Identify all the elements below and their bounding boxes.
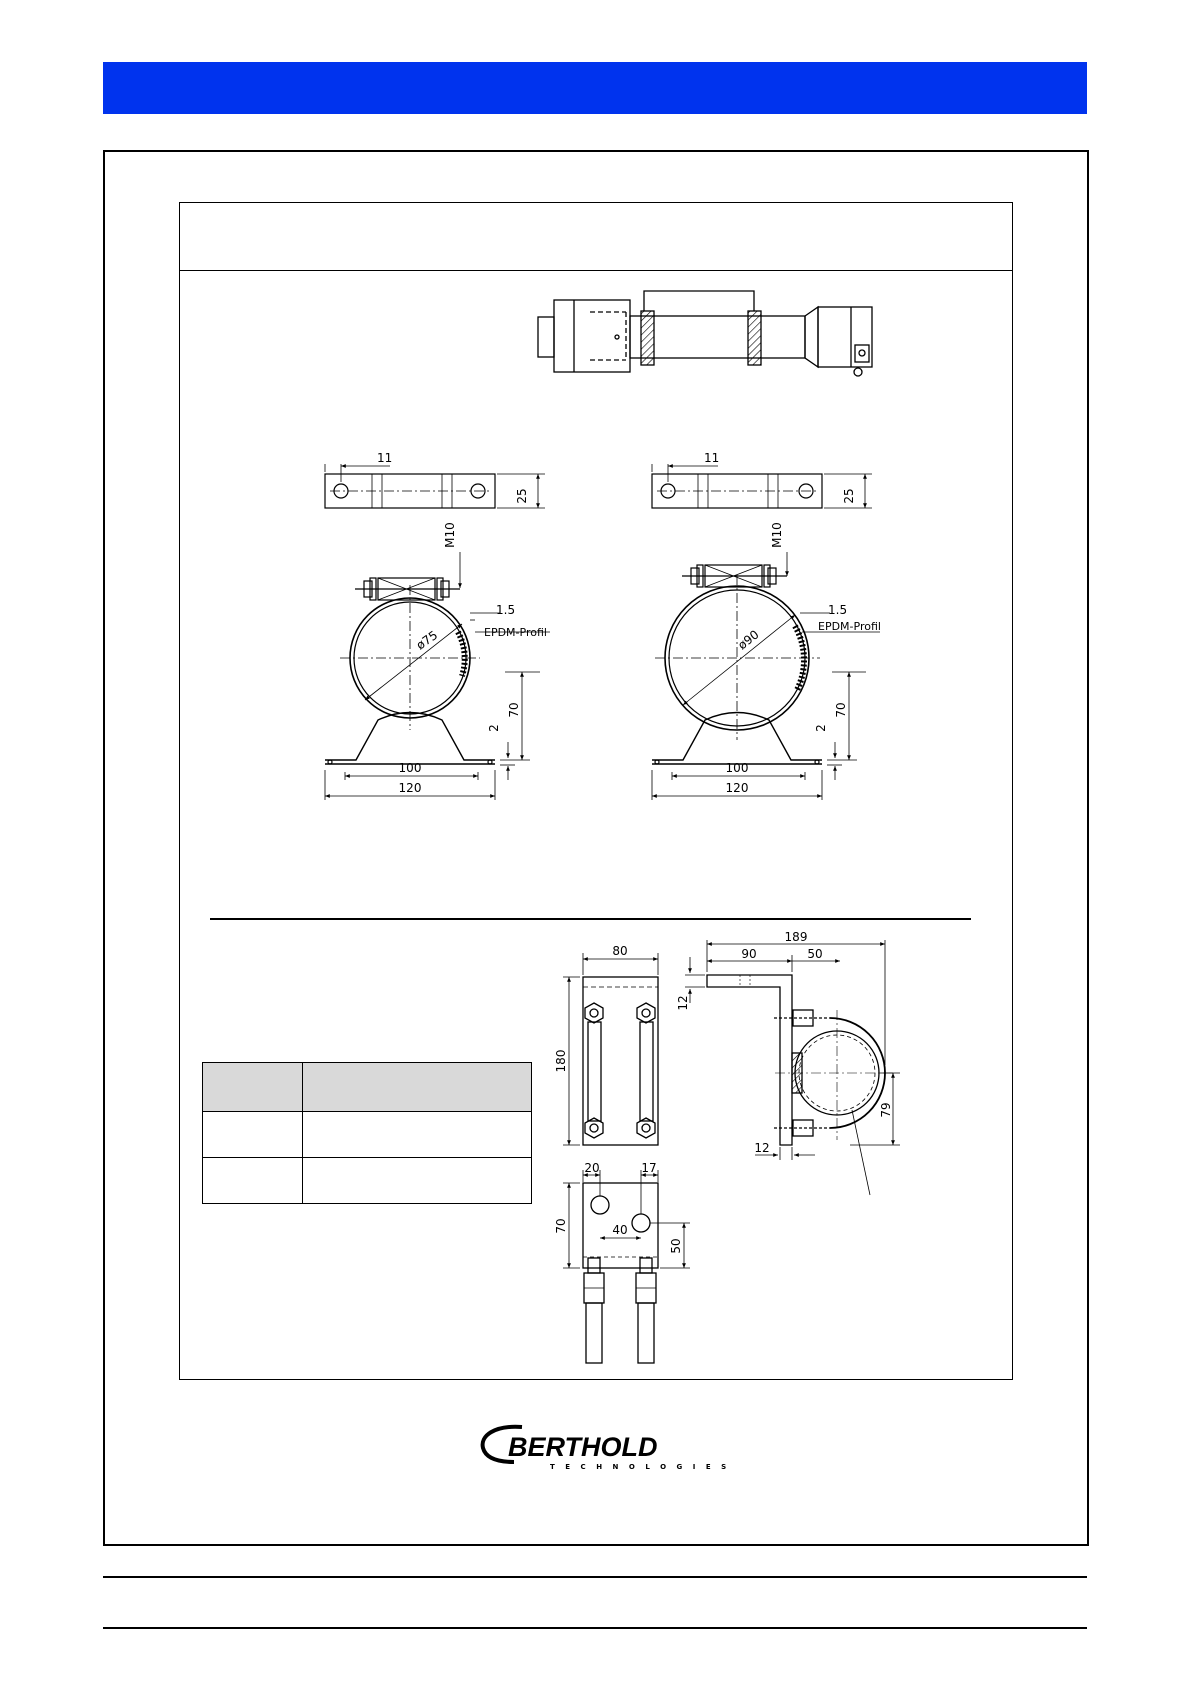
- bracket-side-total-dim: 189: [784, 930, 808, 944]
- clamp-90-inner-width-dim: 100: [725, 761, 749, 775]
- clamp-90-center-height-dim: 70: [834, 702, 848, 718]
- plate-dim-20: 20: [584, 1161, 600, 1175]
- detector-drawing: [538, 291, 872, 376]
- berthold-logo: [483, 1427, 737, 1471]
- bracket-side-part1-dim: 90: [741, 947, 757, 961]
- logo-wordmark: BERTHOLD: [508, 1432, 658, 1462]
- pipe-clamp-75-drawing: [325, 451, 550, 800]
- clamp-75-bolt-label: M10: [443, 522, 457, 548]
- bracket-front-width-dim: 80: [612, 944, 628, 958]
- clamp-90-outer-width-dim: 120: [725, 781, 749, 795]
- plate-hole-height-dim: 50: [669, 1238, 683, 1254]
- plate-spacing-dim: 40: [612, 1223, 628, 1237]
- clamp-75-profile-label: EPDM-Profil: [484, 626, 547, 639]
- pipe-clamp-90-drawing: [652, 451, 881, 800]
- clamp-90-height-dim: 25: [842, 488, 856, 504]
- clamp-75-diameter-label: ø75: [413, 628, 441, 653]
- clamp-90-thickness-dim: 1.5: [828, 603, 848, 617]
- bracket-side-top-dim: 12: [676, 995, 690, 1011]
- clamp-75-offset-dim: 2: [487, 724, 501, 732]
- clamp-75-center-height-dim: 70: [507, 702, 521, 718]
- clamp-75-thickness-dim: 1.5: [496, 603, 516, 617]
- plate-dim-17: 17: [641, 1161, 657, 1175]
- bracket-side-bottom-dim: 12: [754, 1141, 770, 1155]
- clamp-90-width-dim: 11: [704, 451, 720, 465]
- mounting-plate-drawing: [554, 1161, 690, 1363]
- clamp-90-offset-dim: 2: [814, 724, 828, 732]
- clamp-75-inner-width-dim: 100: [398, 761, 422, 775]
- wall-bracket-front-drawing: [554, 944, 658, 1145]
- clamp-90-diameter-label: ø90: [735, 627, 762, 653]
- clamp-75-outer-width-dim: 120: [398, 781, 422, 795]
- bracket-side-part2-dim: 50: [807, 947, 823, 961]
- clamp-75-height-dim: 25: [515, 488, 529, 504]
- clamp-90-profile-label: EPDM-Profil: [818, 620, 881, 633]
- bracket-front-height-dim: 180: [554, 1049, 568, 1073]
- logo-tagline: TECHNOLOGIES: [550, 1463, 737, 1471]
- plate-height-dim: 70: [554, 1218, 568, 1234]
- wall-bracket-side-drawing: [676, 930, 900, 1195]
- bracket-side-height-dim: 79: [879, 1102, 893, 1118]
- clamp-75-width-dim: 11: [377, 451, 393, 465]
- clamp-90-bolt-label: M10: [770, 522, 784, 548]
